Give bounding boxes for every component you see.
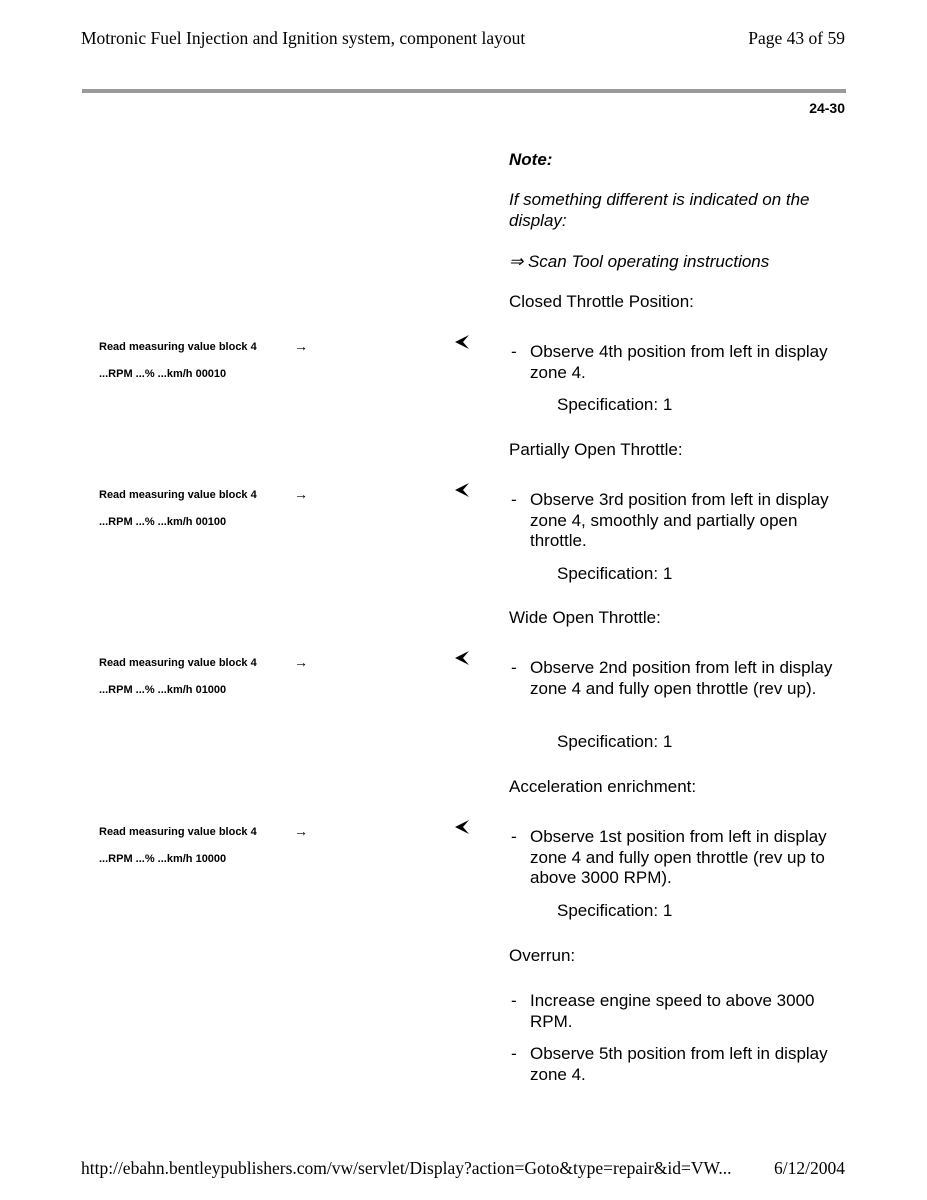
display-value: ...RPM ...% ...km/h 00100 [99, 516, 227, 528]
bullet-dash: - [511, 342, 517, 361]
specification: Specification: 1 [557, 901, 673, 920]
page-number: Page 43 of 59 [748, 28, 845, 48]
specification: Specification: 1 [557, 564, 673, 583]
bullet-dash: - [511, 658, 517, 677]
header-divider [82, 89, 846, 93]
step-heading: Partially Open Throttle: [509, 440, 683, 459]
right-arrow-icon: → [294, 486, 308, 502]
right-arrow-icon: → [294, 338, 308, 354]
step-heading: Closed Throttle Position: [509, 292, 694, 311]
block-label: Read measuring value block 4 [99, 489, 257, 501]
pointer-icon [453, 818, 471, 836]
block-label: Read measuring value block 4 [99, 826, 257, 838]
scan-tool-link[interactable]: ⇒ Scan Tool operating instructions [509, 252, 770, 271]
right-arrow-icon: → [294, 654, 308, 670]
instruction-text: Observe 4th position from left in display zone 4. [530, 342, 828, 382]
block-label: Read measuring value block 4 [99, 341, 257, 353]
specification: Specification: 1 [557, 395, 673, 414]
source-url[interactable]: http://ebahn.bentleypublishers.com/vw/servlet/Display?action=Goto&type=repair&id=VW... [81, 1158, 732, 1178]
note-text: If something different is indicated on the display: [509, 190, 810, 230]
print-date: 6/12/2004 [774, 1158, 845, 1178]
step-heading: Overrun: [509, 946, 576, 965]
document-title: Motronic Fuel Injection and Ignition system, component layout [81, 28, 526, 48]
pointer-icon [453, 649, 471, 667]
note-heading: Note: [509, 150, 553, 169]
step-heading: Acceleration enrichment: [509, 777, 697, 796]
bullet-dash: - [511, 490, 517, 509]
specification: Specification: 1 [557, 732, 673, 751]
bullet-dash: - [511, 991, 517, 1010]
display-value: ...RPM ...% ...km/h 01000 [99, 684, 227, 696]
page-code: 24-30 [809, 100, 845, 116]
pointer-icon [453, 481, 471, 499]
instruction-text: Observe 2nd position from left in display zone 4 and fully open throttle (rev up). [530, 658, 833, 698]
display-value: ...RPM ...% ...km/h 10000 [99, 853, 227, 865]
step-heading: Wide Open Throttle: [509, 608, 661, 627]
bullet-dash: - [511, 827, 517, 846]
pointer-icon [453, 333, 471, 351]
block-label: Read measuring value block 4 [99, 657, 257, 669]
instruction-text: Observe 5th position from left in display zone 4. [530, 1044, 828, 1084]
instruction-text: Increase engine speed to above 3000 RPM. [530, 991, 815, 1031]
display-value: ...RPM ...% ...km/h 00010 [99, 368, 227, 380]
instruction-text: Observe 3rd position from left in display zone 4, smoothly and partially open throttle. [530, 490, 829, 550]
right-arrow-icon: → [294, 823, 308, 839]
bullet-dash: - [511, 1044, 517, 1063]
instruction-text: Observe 1st position from left in display zone 4 and fully open throttle (rev up to above 3000 RPM). [530, 827, 827, 887]
